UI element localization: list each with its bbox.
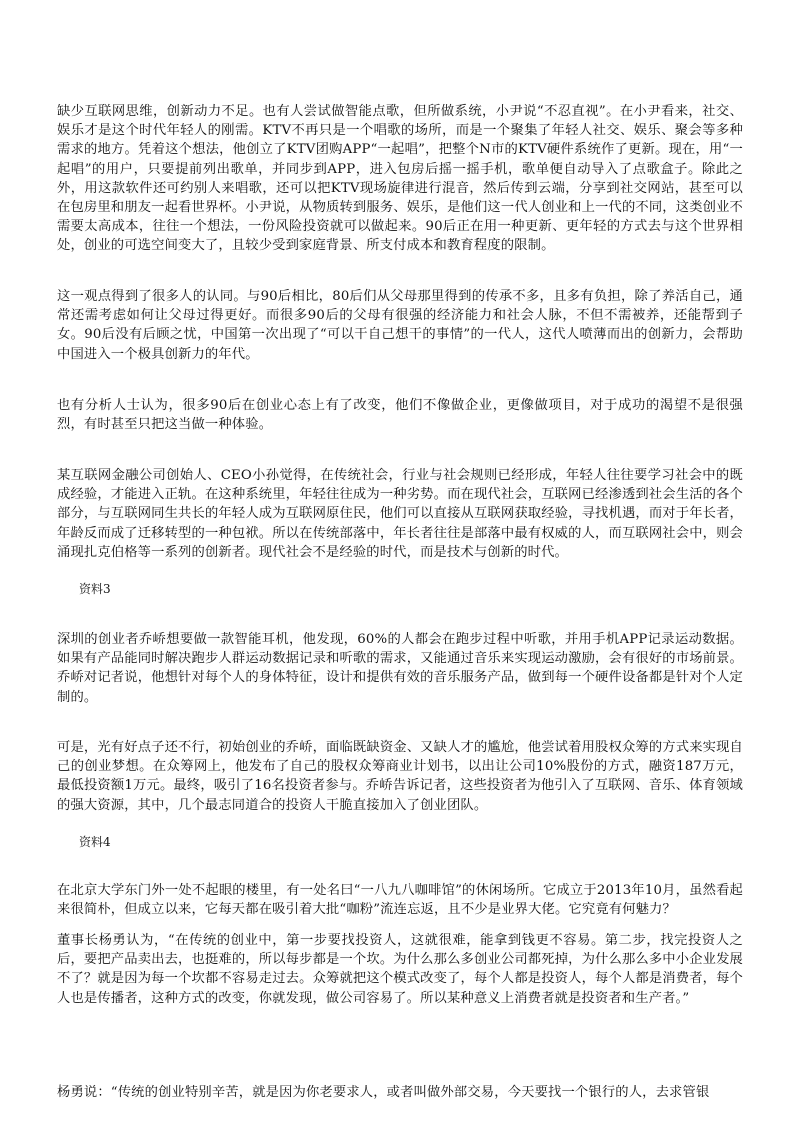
paragraph-smart-earphone: 深圳的创业者乔峤想要做一款智能耳机，他发现，60%的人都会在跑步过程中听歌，并用手机APP记录运动数据。如果有产品能同时解决跑步人群运动数据记录和听歌的需求，又能通过音乐来实现运动激励，会有很好的市场前景。乔峤对记者说，他想针对每个人的身体特征，设计和提供有效的音乐服务产品，做到每一个硬件设备都是针对个人定制的。 <box>57 632 743 705</box>
section-heading-material-3: 资料3 <box>79 582 111 596</box>
paragraph-equity-crowdfunding: 可是，光有好点子还不行，初始创业的乔峤，面临既缺资金、又缺人才的尴尬，他尝试着用股权众筹的方式来实现自己的创业梦想。在众筹网上，他发布了自己的股权众筹商业计划书，以出让公司10%股份的方式，融资187万元，最低投资额1万元。最终，吸引了16名投资者参与。乔峤告诉记者，这些投资者为他引入了互联网、音乐、体育领域的强大资源，其中，几个最志同道合的投资人干脆直接加入了创业团队。 <box>57 740 743 813</box>
paragraph-chairman-yang: 董事长杨勇认为，“在传统的创业中，第一步要找投资人，这就很难，能拿到钱更不容易。第二步，找完投资人之后，要把产品卖出去，也挺难的，所以每步都是一个坎。为什么那么多创业公司都死掉，为什么那么多中小企业发展不了？就是因为每一个坎都不容易走过去。众筹就把这个模式改变了，每个人都是投资人，每个人都是消费者，每个人也是传播者，这种方式的改变，你就发现，做公司容易了。所以某种意义上消费者就是投资者和生产者。” <box>57 933 743 1006</box>
paragraph-fintech-ceo: 某互联网金融公司创始人、CEO小孙觉得，在传统社会，行业与社会规则已经形成，年轻人往往要学习社会中的既成经验，才能进入正轨。在这种系统里，年轻往往成为一种劣势。而在现代社会，互联网已经渗透到社会生活的各个部分，与互联网同生共长的年轻人成为互联网原住民，他们可以直接从互联网获取经验，寻找机遇，而对于年长者，年龄反而成了迁移转型的一种包袱。所以在传统部落中，年长者往往是部落中最有权威的人，而互联网社会中，则会涌现扎克伯格等一系列的创新者。现代社会不是经验的时代，而是技术与创新的时代。 <box>57 468 743 560</box>
paragraph-90s-vs-80s: 这一观点得到了很多人的认同。与90后相比，80后们从父母那里得到的传承不多，且多有负担，除了养活自己，通常还需考虑如何让父母过得更好。而很多90后的父母有很强的经济能力和社会人脉，不但不需被养，还能帮到子女。90后没有后顾之忧，中国第一次出现了“可以干自己想干的事情”的一代人，这代人喷薄而出的创新力，会帮助中国进入一个极具创新力的年代。 <box>57 289 743 362</box>
paragraph-analyst-view: 也有分析人士认为，很多90后在创业心态上有了改变，他们不像做企业，更像做项目，对于成功的渴望不是很强烈，有时甚至只把这当做一种体验。 <box>57 398 743 433</box>
paragraph-ktv-startup: 缺少互联网思维，创新动力不足。也有人尝试做智能点歌，但所做系统，小尹说“不忍直视”。在小尹看来，社交、娱乐才是这个时代年轻人的刚需。KTV不再只是一个唱歌的场所，而是一个聚集了年轻人社交、娱乐、聚会等多种需求的地方。凭着这个想法，他创立了KTV团购APP“一起唱”，把整个N市的KTV硬件系统作了更新。现在，用“一起唱”的用户，只要提前列出歌单，并同步到APP，进入包房后摇一摇手机，歌单便自动导入了点歌盒子。除此之外，用这款软件还可约别人来唱歌，还可以把KTV现场旋律进行混音，然后传到云端，分享到社交网站，甚至可以在包房里和朋友一起看世界杯。小尹说，从物质转到服务、娱乐，是他们这一代人创业和上一代的不同，这类创业不需要太高成本，往往一个想法，一份风险投资就可以做起来。90后正在用一种更新、更年轻的方式去与这个世界相处，创业的可选空间变大了，且较少受到家庭背景、所支付成本和教育程度的限制。 <box>57 104 743 254</box>
section-heading-material-4: 资料4 <box>79 835 111 849</box>
paragraph-yang-says: 杨勇说：“传统的创业特别辛苦，就是因为你老要求人，或者叫做外部交易，今天要找一个银行的人，去求管银 <box>57 1085 710 1100</box>
paragraph-1898-cafe: 在北京大学东门外一处不起眼的楼里，有一处名曰“一八九八咖啡馆”的休闲场所。它成立于2013年10月，虽然看起来很简朴，但成立以来，它每天都在吸引着大批“咖粉”流连忘返，且不少是业界大佬。它究竟有何魅力？ <box>57 883 743 918</box>
